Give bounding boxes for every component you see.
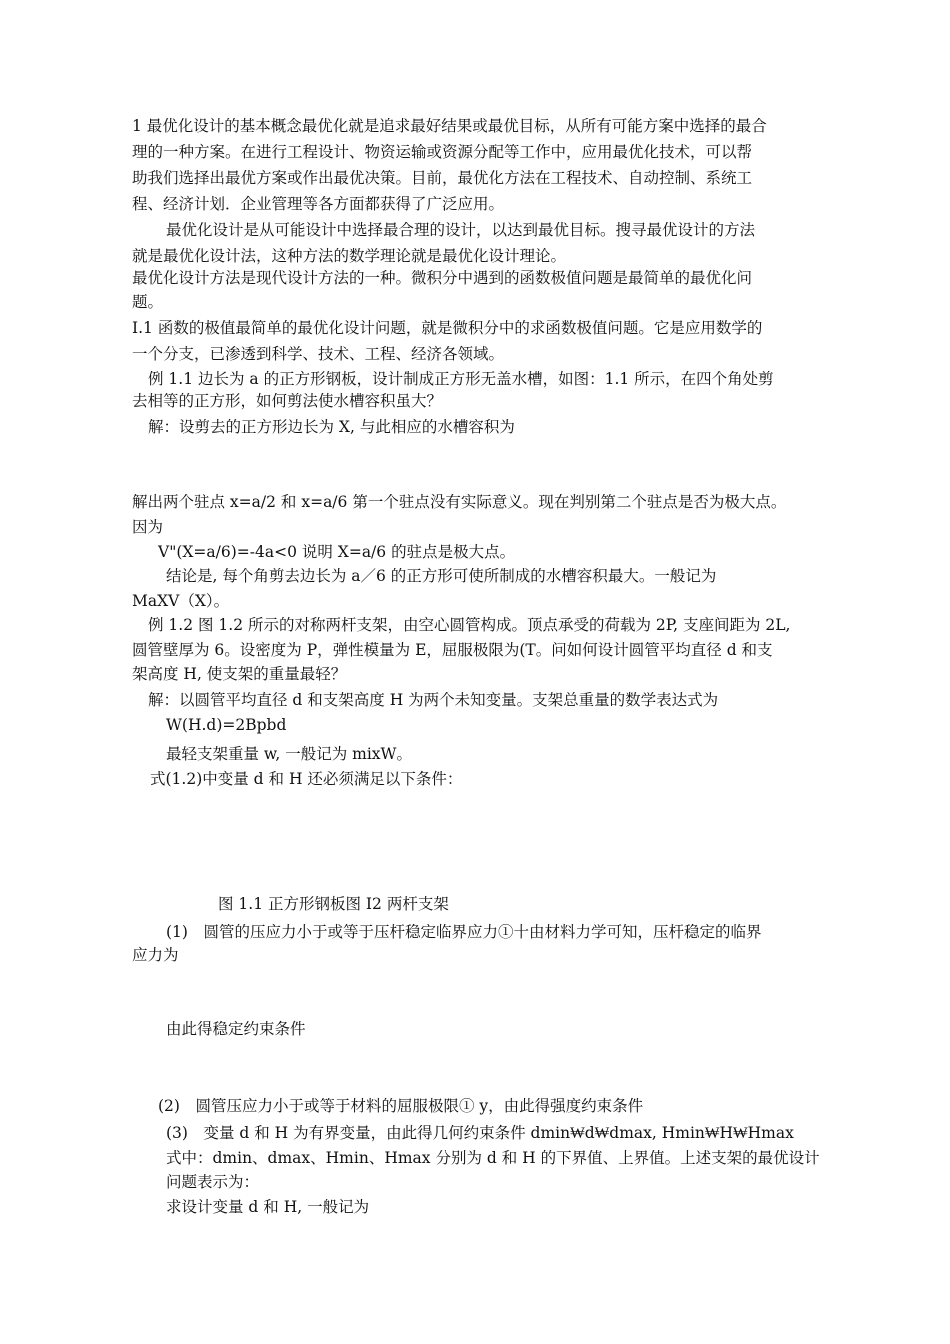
text-line: 助我们选择出最优方案或作出最优决策。目前，最优化方法在工程技术、自动控制、系统工 [132,169,753,187]
text-line: 应力为 [132,946,179,964]
text-line: 式中：dmin、dmax、Hmin、Hmax 分别为 d 和 H 的下界值、上界值。上述支架的最优设计 [166,1149,820,1167]
text-line: 就是最优化设计法，这种方法的数学理论就是最优化设计理论。 [132,247,567,265]
text-line: 结论是, 每个角剪去边长为 a／6 的正方形可使所制成的水槽容积最大。一般记为 [166,567,717,585]
text-line: 最轻支架重量 w, 一般记为 mixW。 [166,745,412,763]
text-line: 架高度 H, 使支架的重量最轻？ [132,665,347,683]
text-line: 求设计变量 d 和 H, 一般记为 [166,1198,370,1216]
text-line: 解：以圆管平均直径 d 和支架高度 H 为两个未知变量。支架总重量的数学表达式为 [148,691,719,709]
text-line: 理的一种方案。在进行工程设计、物资运输或资源分配等工作中，应用最优化技术，可以帮 [132,143,753,161]
text-line: 问题表示为： [166,1173,260,1191]
text-line: 最优化设计方法是现代设计方法的一种。微积分中遇到的函数极值问题是最简单的最优化问 [132,269,753,287]
text-line: 由此得稳定约束条件 [166,1020,306,1038]
figure-caption: 图 1.1 正方形钢板图 I2 两杆支架 [218,895,449,913]
text-line: 式(1.2)中变量 d 和 H 还必须满足以下条件： [150,770,463,788]
text-line: 圆管壁厚为 6。设密度为 P，弹性模量为 E，屈服极限为(T。问如何设计圆管平均直径 d 和支 [132,641,773,659]
text-line: 题。 [132,293,164,311]
text-line: 1 最优化设计的基本概念最优化就是追求最好结果或最优目标，从所有可能方案中选择的最合 [132,117,767,135]
text-line: (3) 变量 d 和 H 为有界变量，由此得几何约束条件 dmin₩d₩dmax, Hmin₩H₩Hmax [166,1124,794,1142]
text-line: 一个分支，已渗透到科学、技术、工程、经济各领域。 [132,345,505,363]
text-line: I.1 函数的极值最简单的最优化设计问题，就是微积分中的求函数极值问题。它是应用数学的 [132,319,763,337]
text-line: 因为 [132,518,164,536]
text-line: (1) 圆管的压应力小于或等于压杆稳定临界应力①十由材料力学可知，压杆稳定的临界 [166,923,762,941]
text-line: W(H.d)=2Bpbd [166,716,287,734]
text-line: 解：设剪去的正方形边长为 X, 与此相应的水槽容积为 [148,418,515,436]
text-line: V"(X=a/6)=-4a<0 说明 X=a/6 的驻点是极大点。 [158,543,516,561]
text-line: 解出两个驻点 x=a/2 和 x=a/6 第一个驻点没有实际意义。现在判别第二个驻点是否为极大点。 [132,493,787,511]
text-line: 去相等的正方形，如何剪法使水槽容积虽大？ [132,392,443,410]
text-line: 例 1.2 图 1.2 所示的对称两杆支架，由空心圆管构成。顶点承受的荷载为 2P, 支座间距为 2L, [148,616,791,634]
text-line: 程、经济计划．企业管理等各方面都获得了广泛应用。 [132,195,505,213]
text-line: 最优化设计是从可能设计中选择最合理的设计，以达到最优目标。搜寻最优设计的方法 [166,221,756,239]
text-line: (2) 圆管压应力小于或等于材料的屈服极限① y，由此得强度约束条件 [158,1097,644,1115]
text-line: 例 1.1 边长为 a 的正方形钢板，设计制成正方形无盖水槽，如图：1.1 所示，在四个角处剪 [148,370,774,388]
text-line: MaXV（X）。 [132,592,230,610]
